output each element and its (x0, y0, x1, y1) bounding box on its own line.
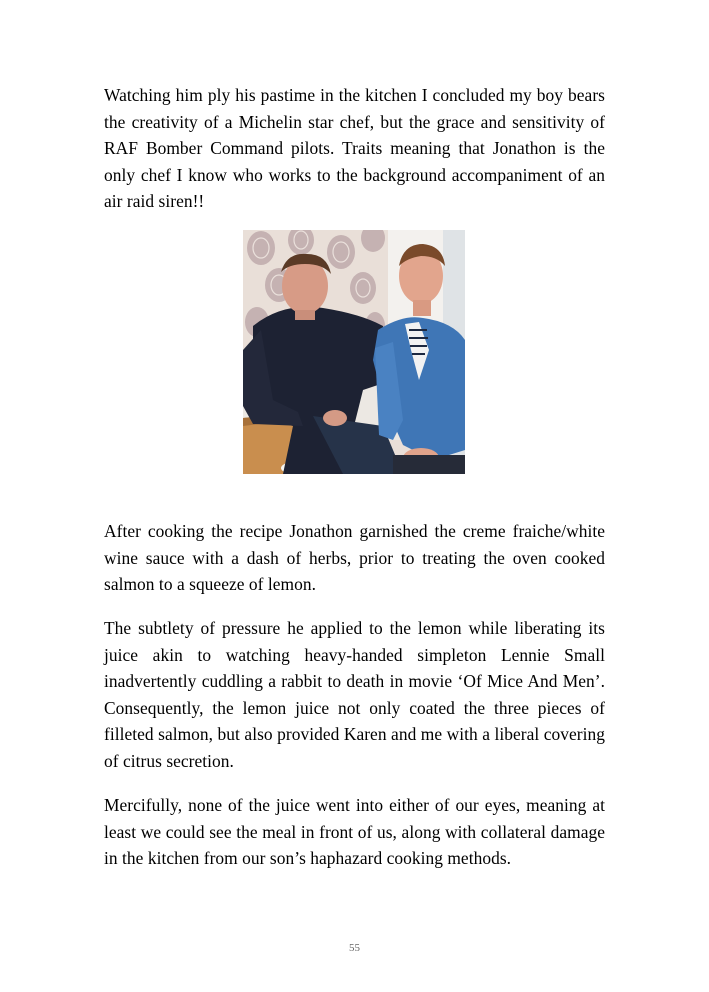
paragraph-4: Mercifully, none of the juice went into either of our eyes, meaning at least we could see the meal in front of us, along with collateral damage in the kitchen from our son’s haphazard cooking methods. (104, 795, 605, 869)
page-number: 55 (349, 942, 360, 954)
paragraph-2: After cooking the recipe Jonathon garnished the creme fraiche/white wine sauce with a dash of herbs, prior to treating the oven cooked salmon to a squeeze of lemon. (104, 521, 605, 595)
paragraph-1: Watching him ply his pastime in the kitchen I concluded my boy bears the creativity of a Michelin star chef, but the grace and sensitivity of RAF Bomber Command pilots. Traits meaning that Jonathon is the only chef I know who works to the background accompaniment of an air raid siren!! (104, 85, 605, 212)
paragraph-3: The subtlety of pressure he applied to the lemon while liberating its juice akin to watching heavy-handed simpleton Lennie Small inadvertently cuddling a rabbit to death in movie ‘Of Mice And Men’. Consequently, the lemon juice not only coated the three pieces of filleted salmon, but also provided Karen and me with a liberal covering of citrus secretion. (104, 618, 605, 771)
photo-two-men-seated (243, 230, 465, 474)
